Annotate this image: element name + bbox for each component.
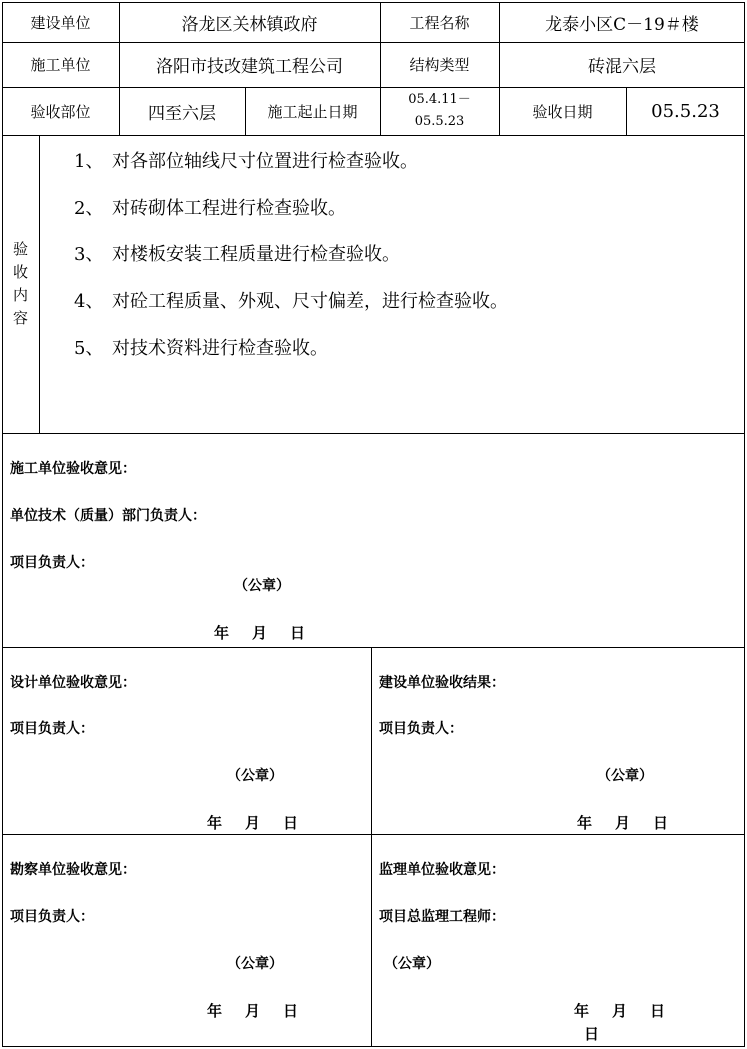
col-content bbox=[39, 135, 40, 433]
content-item: 5、 对技术资料进行检查验收。 bbox=[74, 338, 328, 359]
survey-opinion-label: 勘察单位验收意见： bbox=[10, 862, 136, 878]
label-owner-unit: 建设单位 bbox=[30, 13, 91, 32]
side-char: 容 bbox=[12, 309, 28, 327]
owner-result-label: 建设单位验收结果： bbox=[379, 675, 505, 691]
design-seal: （公章） bbox=[227, 768, 283, 784]
supervision-chief-label: 项目总监理工程师： bbox=[379, 909, 505, 925]
side-char: 收 bbox=[12, 263, 28, 281]
col-bottom bbox=[371, 647, 372, 1047]
design-date: 年 月 日 bbox=[207, 814, 299, 832]
acceptance-form bbox=[2, 2, 745, 1047]
rule-design bbox=[2, 834, 745, 835]
side-char: 验 bbox=[12, 240, 28, 258]
survey-date: 年 月 日 bbox=[207, 1002, 299, 1020]
content-item: 2、 对砖砌体工程进行检查验收。 bbox=[74, 198, 346, 219]
value-contractor: 洛阳市技改建筑工程公司 bbox=[156, 57, 343, 77]
label-inspection-date: 验收日期 bbox=[532, 102, 593, 121]
value-owner-unit: 洛龙区关林镇政府 bbox=[181, 14, 318, 35]
content-item: 4、 对砼工程质量、外观、尺寸偏差，进行检查验收。 bbox=[74, 291, 508, 312]
construction-seal: （公章） bbox=[234, 578, 290, 594]
value-construction-period bbox=[380, 87, 499, 135]
period-end: 05.5.23 bbox=[414, 114, 465, 129]
content-item: 3、 对楼板安装工程质量进行检查验收。 bbox=[74, 244, 400, 265]
border-bottom bbox=[2, 1046, 745, 1047]
construction-tech-head-label: 单位技术（质量）部门负责人： bbox=[10, 508, 206, 524]
owner-date: 年 月 日 bbox=[577, 814, 669, 832]
value-structure-type: 砖混六层 bbox=[588, 57, 656, 77]
owner-seal: （公章） bbox=[597, 768, 653, 784]
supervision-opinion-label: 监理单位验收意见： bbox=[379, 862, 505, 878]
design-opinion-label: 设计单位验收意见： bbox=[10, 675, 136, 691]
border-right bbox=[744, 2, 745, 1047]
supervision-date-day-wrap: 日 bbox=[584, 1025, 600, 1043]
construction-project-head-label: 项目负责人： bbox=[10, 555, 94, 571]
label-structure-type: 结构类型 bbox=[409, 56, 470, 74]
period-start: 05.4.11－ bbox=[408, 92, 471, 107]
label-project-name: 工程名称 bbox=[409, 13, 470, 32]
design-project-head-label: 项目负责人： bbox=[10, 721, 94, 737]
label-construction-period: 施工起止日期 bbox=[267, 102, 358, 121]
supervision-seal: （公章） bbox=[384, 956, 440, 972]
value-inspection-part: 四至六层 bbox=[148, 103, 216, 124]
survey-project-head-label: 项目负责人： bbox=[10, 909, 94, 925]
supervision-date: 年 月 日 bbox=[574, 1002, 666, 1020]
label-contractor: 施工单位 bbox=[30, 56, 91, 74]
content-item: 1、 对各部位轴线尺寸位置进行检查验收。 bbox=[74, 151, 418, 172]
rule-row3 bbox=[2, 135, 745, 136]
construction-date: 年 月 日 bbox=[214, 624, 306, 642]
value-inspection-date: 05.5.23 bbox=[651, 100, 720, 122]
construction-opinion-label: 施工单位验收意见： bbox=[10, 461, 136, 477]
survey-seal: （公章） bbox=[227, 956, 283, 972]
side-char: 内 bbox=[12, 286, 28, 304]
content-side-label bbox=[2, 135, 39, 433]
value-project-name: 龙泰小区C－19＃楼 bbox=[545, 14, 699, 35]
owner-project-head-label: 项目负责人： bbox=[379, 721, 463, 737]
rule-construction bbox=[2, 647, 745, 648]
label-inspection-part: 验收部位 bbox=[30, 102, 91, 121]
rule-content bbox=[2, 433, 745, 434]
